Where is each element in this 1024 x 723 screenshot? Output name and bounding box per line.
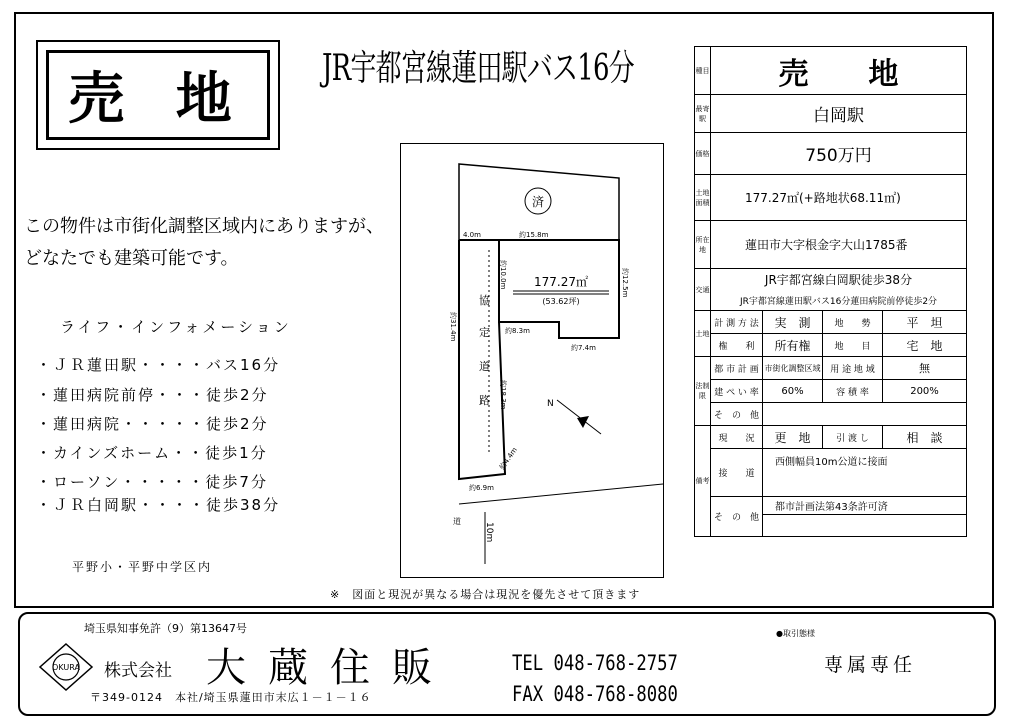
key-land-category: 地 目 <box>823 334 883 357</box>
road-label-char: 道 <box>479 360 490 373</box>
logo-text: OKURA <box>52 663 80 672</box>
transaction-type: 専属専任 <box>824 654 917 676</box>
value-rights: 所有権 <box>763 334 823 357</box>
label-remarks: 備考 <box>695 426 711 537</box>
value-transport-1: JR宇都宮線白岡駅徒歩38分 <box>711 269 967 291</box>
phone-number[interactable]: TEL 048-768-2757 <box>512 651 678 675</box>
value-remarks-other-blank <box>763 515 967 537</box>
value-zoning: 無 <box>883 357 967 380</box>
life-info-item: ・カインズホーム・・徒歩1分 <box>36 444 268 462</box>
value-terrain: 平 坦 <box>883 311 967 334</box>
value-status: 更 地 <box>763 426 823 449</box>
life-info-item: ・ＪＲ白岡駅・・・・徒歩38分 <box>36 496 281 514</box>
label-price: 価格 <box>695 133 711 175</box>
label-law: 法制限 <box>695 357 711 426</box>
dim-label: 約31.4m <box>449 312 457 342</box>
key-law-other: そ の 他 <box>711 403 763 426</box>
label-transport: 交通 <box>695 269 711 311</box>
life-info-item: ・ローソン・・・・・徒歩7分 <box>36 473 268 491</box>
label-area: 土地面積 <box>695 175 711 221</box>
value-handover: 相 談 <box>883 426 967 449</box>
value-type: 売 地 <box>711 47 967 95</box>
key-measure: 計 測 方 法 <box>711 311 763 334</box>
value-coverage: 60% <box>763 380 823 403</box>
life-info-item: ・蓮田病院・・・・・徒歩2分 <box>36 415 269 433</box>
disclaimer-note: ※ 図面と現況が異なる場合は現況を優先させて頂きます <box>330 588 641 601</box>
description-line-1: この物件は市街化調整区域内にありますが、 <box>24 216 384 237</box>
key-handover: 引 渡 し <box>823 426 883 449</box>
area-tsubo-label: (53.62坪) <box>542 297 580 306</box>
dim-label: 約10.0m <box>499 260 507 290</box>
value-station: 白岡駅 <box>711 95 967 133</box>
dim-label: 約4.4m <box>498 446 519 472</box>
value-land-category: 宅 地 <box>883 334 967 357</box>
dim-label: 4.0m <box>463 231 481 239</box>
value-transport-2: JR宇都宮線蓮田駅バス16分蓮田病院前停徒歩2分 <box>711 291 967 311</box>
property-spec-table <box>694 46 967 537</box>
subject-lot <box>459 240 619 338</box>
sold-mark: 済 <box>531 195 545 209</box>
key-city-plan: 都 市 計 画 <box>711 357 763 380</box>
dim-label: 約7.4m <box>571 344 596 352</box>
company-logo <box>38 642 94 692</box>
sale-badge-text: 売 地 <box>46 50 270 140</box>
school-district: 平野小・平野中学区内 <box>72 560 213 574</box>
value-road-access: 西側幅員10m公道に接面 <box>763 449 967 473</box>
life-info-item: ・ＪＲ蓮田駅・・・・バス16分 <box>36 356 281 374</box>
north-arrow-icon <box>547 399 601 434</box>
key-status: 現 況 <box>711 426 763 449</box>
company-name: 大蔵住販 <box>206 645 454 691</box>
value-law-other <box>763 403 967 426</box>
dim-label: 約8.3m <box>505 327 530 335</box>
label-station: 最寄駅 <box>695 95 711 133</box>
dim-label: 約18.3m <box>499 380 507 410</box>
dim-label: 約12.5m <box>621 268 629 298</box>
key-road-access: 接 道 <box>711 449 763 497</box>
license-number: 埼玉県知事免許（9）第13647号 <box>84 622 247 635</box>
road-width-label: 10m <box>484 522 494 543</box>
value-floor-ratio: 200% <box>883 380 967 403</box>
area-label: 177.27㎡ <box>534 275 588 289</box>
road-char: 道 <box>453 517 461 526</box>
key-coverage: 建 ぺ い 率 <box>711 380 763 403</box>
company-address: 〒349-0124 本社/埼玉県蓮田市末広１－１－１６ <box>90 691 372 704</box>
value-city-plan: 市街化調整区域 <box>763 357 823 380</box>
description-line-2: どなたでも建築可能です。 <box>24 248 239 269</box>
transaction-label: ●取引態様 <box>776 629 815 638</box>
life-info-item: ・蓮田病院前停・・・徒歩2分 <box>36 386 269 404</box>
life-info-title: ライフ・インフォメーション <box>60 318 292 336</box>
company-prefix: 株式会社 <box>104 661 172 681</box>
value-area: 177.27㎡(+路地状68.11㎡) <box>711 175 967 221</box>
road-label-char: 路 <box>479 394 490 407</box>
road-label-char: 定 <box>479 326 490 339</box>
headline: JR宇都宮線蓮田駅バス16分 <box>322 48 635 89</box>
dim-label: 約15.8m <box>519 231 549 239</box>
value-address: 蓮田市大字根金字大山1785番 <box>711 221 967 269</box>
dim-label: 約6.9m <box>469 484 494 492</box>
key-remarks-other: そ の 他 <box>711 497 763 537</box>
fax-number: FAX 048-768-8080 <box>512 682 678 706</box>
key-terrain: 地 勢 <box>823 311 883 334</box>
key-zoning: 用 途 地 域 <box>823 357 883 380</box>
label-type: 種目 <box>695 47 711 95</box>
value-remarks-other: 都市計画法第43条許可済 <box>763 497 967 515</box>
value-measure: 実 測 <box>763 311 823 334</box>
value-price: 750万円 <box>711 133 967 175</box>
label-land: 土地 <box>695 311 711 357</box>
logo-icon <box>38 642 94 692</box>
site-plan-drawing <box>401 144 663 577</box>
sale-badge <box>36 40 280 150</box>
site-plan <box>400 143 664 578</box>
label-address: 所在地 <box>695 221 711 269</box>
key-floor-ratio: 容 積 率 <box>823 380 883 403</box>
road-label-char: 協 <box>479 294 490 307</box>
value-road-access-blank <box>763 473 967 497</box>
north-label: N <box>547 399 554 409</box>
key-rights: 権 利 <box>711 334 763 357</box>
